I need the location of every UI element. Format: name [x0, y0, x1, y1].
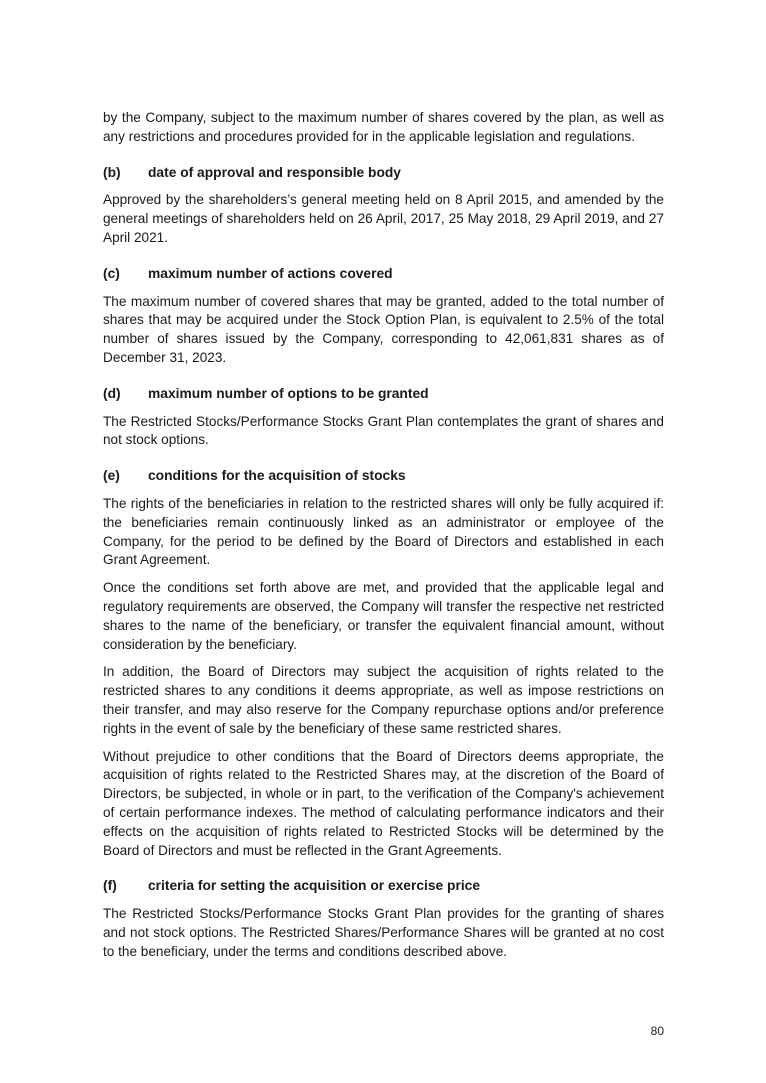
section-heading-c	[103, 265, 664, 284]
section-title: conditions for the acquisition of stocks	[148, 468, 406, 484]
section-title: date of approval and responsible body	[148, 164, 401, 180]
section-title: maximum number of options to be granted	[148, 385, 429, 401]
section-title: maximum number of actions covered	[148, 265, 393, 281]
section-e-paragraph-3: In addition, the Board of Directors may subject the acquisition of rights related to the restricted shares to any conditions it deems appropriate, as well as impose restrictions on their transfer, and may also reserve for the Company repurchase options and/or preference rights in the event of sale by the beneficiary of these same restricted shares.	[103, 664, 664, 736]
section-title: criteria for setting the acquisition or exercise price	[148, 878, 481, 894]
section-heading-d	[103, 385, 664, 404]
section-letter: (b)	[103, 164, 121, 180]
section-heading-b	[103, 164, 664, 183]
document-page	[103, 109, 664, 961]
section-f-paragraph-1: The Restricted Stocks/Performance Stocks Grant Plan provides for the granting of shares and not stock options. The Restricted Shares/Performance Shares will be granted at no cost to the beneficiary, under the terms and conditions described above.	[103, 906, 664, 959]
section-letter: (f)	[103, 878, 117, 894]
section-e-paragraph-4: Without prejudice to other conditions that the Board of Directors deems appropriate, the acquisition of rights related to the Restricted Shares may, at the discretion of the Board of Directors, be subjected, in whole or in part, to the verification of the Company's achievement of certain performance indexes. The method of calculating performance indicators and their effects on the acquisition of rights related to Restricted Stocks will be determined by the Board of Directors and must be reflected in the Grant Agreements.	[103, 748, 664, 858]
section-letter: (c)	[103, 265, 120, 281]
section-heading-e	[103, 467, 664, 486]
page-number: 80	[650, 1024, 664, 1038]
section-e-paragraph-2: Once the conditions set forth above are met, and provided that the applicable legal and regulatory requirements are observed, the Company will transfer the respective net restricted shares to the name of the beneficiary, or transfer the equivalent financial amount, without consideration by the beneficiary.	[103, 580, 664, 652]
section-heading-f	[103, 877, 664, 896]
section-b-paragraph-1: Approved by the shareholders’s general meeting held on 8 April 2015, and amended by the general meetings of shareholders held on 26 April, 2017, 25 May 2018, 29 April 2019, and 27 April 2021.	[103, 192, 664, 245]
section-letter: (d)	[103, 385, 121, 401]
section-e-paragraph-1: The rights of the beneficiaries in relation to the restricted shares will only be fully acquired if: the beneficiaries remain continuously linked as an administrator or employee of the Company, for the period to be defined by the Board of Directors and established in each Grant Agreement.	[103, 495, 664, 568]
section-c-paragraph-1: The maximum number of covered shares that may be granted, added to the total number of shares that may be acquired under the Stock Option Plan, is equivalent to 2.5% of the total number of shares issued by the Company, corresponding to 42,061,831 shares as of December 31, 2023.	[103, 293, 664, 365]
section-letter: (e)	[103, 468, 120, 484]
section-d-paragraph-1: The Restricted Stocks/Performance Stocks Grant Plan contemplates the grant of shares and not stock options.	[103, 413, 664, 448]
intro-paragraph: by the Company, subject to the maximum number of shares covered by the plan, as well as any restrictions and procedures provided for in the applicable legislation and regulations.	[103, 110, 664, 144]
